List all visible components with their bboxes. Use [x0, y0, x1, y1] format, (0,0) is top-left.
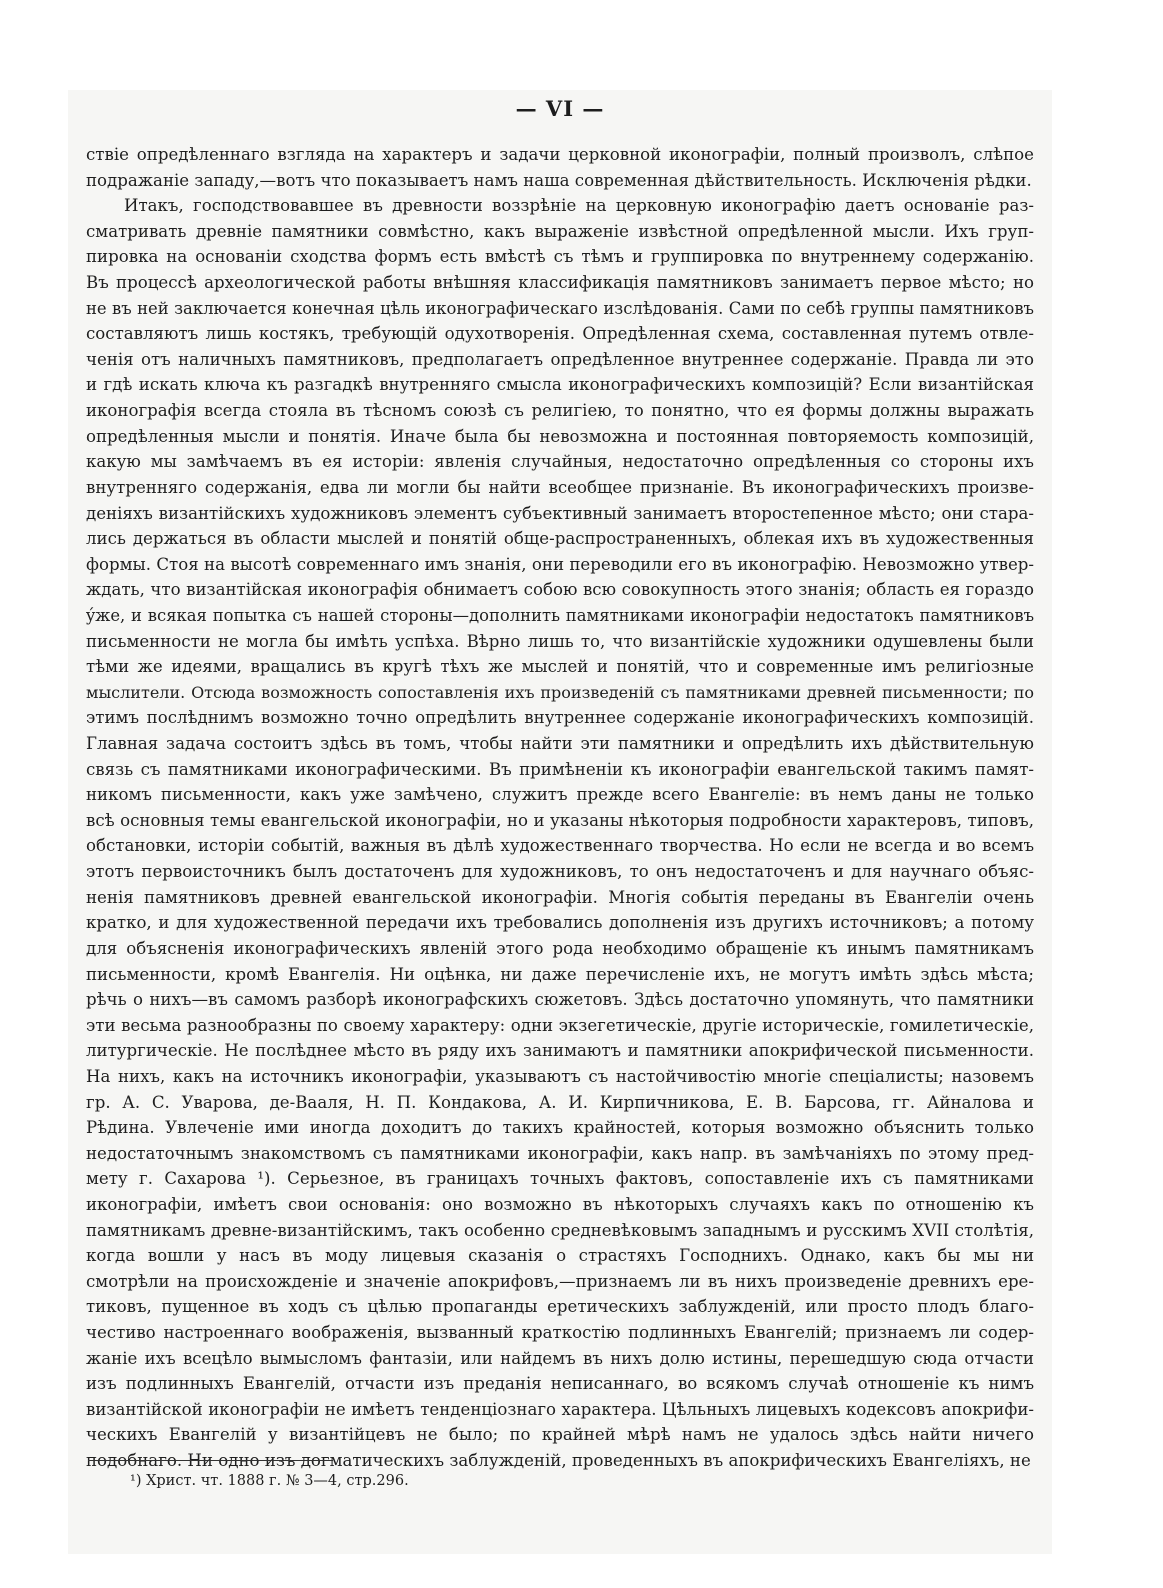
text-line: ченія отъ наличныхъ памятниковъ, предполагаетъ опредѣленное внутреннее содержаніе. Правда ли это	[86, 349, 1034, 369]
text-line: формы. Стоя на высотѣ современнаго имъ знанія, они переводили его въ иконографію. Невозможно утвер-	[86, 554, 1034, 574]
text-line: ствіе опредѣленнаго взгляда на характеръ и задачи церковной иконографіи, полный произволъ, слѣпое	[86, 145, 1034, 164]
text-line: ýже, и всякая попытка съ нашей стороны—дополнить памятниками иконографіи недостатокъ памятниковъ	[86, 605, 1034, 625]
text-line: гр. А. С. Уварова, де-Вааля, Н. П. Кондакова, А. И. Кирпичникова, Е. В. Барсова, гг. Айналова и	[86, 1092, 1034, 1112]
text-line: пировка на основаніи сходства формъ есть вмѣстѣ съ тѣмъ и группировка по внутреннему содержанію.	[86, 247, 1034, 267]
text-line: составляютъ лишь костякъ, требующій одухотворенія. Опредѣленная схема, составленная путемъ отвле-	[86, 324, 1034, 344]
text-line: тиковъ, пущенное въ ходъ съ цѣлью пропаганды еретическихъ заблужденій, или просто плодъ благо-	[86, 1297, 1034, 1317]
text-line: обстановки, исторіи событій, важныя въ дѣлѣ художественнаго творчества. Но если не всегда и во всемъ	[86, 836, 1034, 856]
text-line: ждать, что византійская иконографія обнимаетъ собою всю совокупность этого знанія; область ея гораздо	[86, 580, 1034, 600]
text-line: Итакъ, господствовавшее въ древности воззрѣніе на церковную иконографію даетъ основаніе раз-	[124, 196, 1034, 216]
text-line: внутренняго содержанія, едва ли могли бы найти всеобщее признаніе. Въ иконографическихъ произве-	[86, 477, 1034, 497]
text-line: рѣчь о нихъ—въ самомъ разборѣ иконографскихъ сюжетовъ. Здѣсь достаточно упомянуть, что памятники	[86, 990, 1034, 1010]
text-line: лись держаться въ области мыслей и понятій обще-распространенныхъ, облекая ихъ въ художественныя	[86, 529, 1034, 549]
text-line: сматривать древніе памятники совмѣстно, какъ выраженіе извѣстной опредѣленной мысли. Ихъ груп-	[86, 221, 1034, 241]
text-line: византійской иконографіи не имѣетъ тенденціознаго характера. Цѣльныхъ лицевыхъ кодексовъ апокрифи-	[86, 1399, 1034, 1419]
text-line: иконографіи, имѣетъ свои основанія: оно возможно въ нѣкоторыхъ случаяхъ какъ по отношенію къ	[86, 1194, 1034, 1214]
page-number: — VI —	[515, 96, 605, 121]
text-line: ненія памятниковъ древней евангельской иконографіи. Многія событія переданы въ Евангеліи очень	[86, 887, 1034, 907]
text-line: подобнаго. Ни одно изъ догматическихъ заблужденій, проведенныхъ въ апокрифическихъ Евангеліяхъ, не	[86, 1451, 1031, 1471]
text-line: ческихъ Евангелій у византійцевъ не было; по крайней мѣрѣ намъ не удалось здѣсь найти ничего	[86, 1425, 1034, 1445]
footnote: ¹) Христ. чт. 1888 г. № 3—4, стр.296.	[130, 1473, 409, 1489]
text-line: никомъ письменности, какъ уже замѣчено, служитъ прежде всего Евангеліе: въ немъ даны не только	[86, 785, 1034, 805]
text-line: иконографія всегда стояла въ тѣсномъ союзѣ съ религіею, то понятно, что ея формы должны выражать	[86, 401, 1034, 421]
text-line: На нихъ, какъ на источникъ иконографіи, указываютъ съ настойчивостію многіе спеціалисты; назовемъ	[86, 1066, 1034, 1086]
text-line: не въ ней заключается конечная цѣль иконографическаго изслѣдованія. Сами по себѣ группы памятниковъ	[86, 298, 1034, 318]
text-line: мету г. Сахарова ¹). Серьезное, въ границахъ точныхъ фактовъ, сопоставленіе ихъ съ памятниками	[86, 1169, 1034, 1189]
text-line: этотъ первоисточникъ былъ достаточенъ для художниковъ, то онъ недостаточенъ и для научнаго объяс-	[86, 862, 1034, 882]
text-line: жаніе ихъ всецѣло вымысломъ фантазіи, или найдемъ въ нихъ долю истины, перешедшую сюда отчасти	[86, 1348, 1034, 1368]
text-line: деніяхъ византійскихъ художниковъ элементъ субъективный занимаетъ второстепенное мѣсто; они стара-	[86, 503, 1034, 523]
text-line: Главная задача состоитъ здѣсь въ томъ, чтобы найти эти памятники и опредѣлить ихъ дѣйствительную	[86, 734, 1034, 754]
text-line: для объясненія иконографическихъ явленій этого рода необходимо обращеніе къ инымъ памятникамъ	[86, 938, 1034, 958]
scanned-page	[68, 90, 1052, 1554]
text-line: связь съ памятниками иконографическими. Въ примѣненіи къ иконографіи евангельской такимъ памят-	[86, 759, 1034, 779]
text-line: смотрѣли на происхожденіе и значеніе апокрифовъ,—признаемъ ли въ нихъ произведеніе древнихъ ере-	[86, 1271, 1034, 1291]
text-line: Рѣдина. Увлеченіе ими иногда доходитъ до такихъ крайностей, которыя возможно объяснить только	[86, 1118, 1034, 1138]
text-line: изъ подлинныхъ Евангелій, отчасти изъ преданія неписаннаго, во всякомъ случаѣ отношеніе къ нимъ	[86, 1374, 1034, 1394]
text-line: памятникамъ древне-византійскимъ, такъ особенно средневѣковымъ западнымъ и русскимъ XVII столѣтія,	[86, 1220, 1034, 1240]
text-line: честиво настроеннаго воображенія, вызванный краткостію подлинныхъ Евангелій; признаемъ ли содер-	[86, 1323, 1034, 1343]
text-line: всѣ основныя темы евангельской иконографіи, но и указаны нѣкоторыя подробности характеровъ, типовъ,	[86, 810, 1034, 830]
text-line: мыслители. Отсюда возможность сопоставленія ихъ произведеній съ памятниками древней письменности; по	[86, 682, 1034, 702]
footnote-divider	[88, 1460, 333, 1461]
text-line: опредѣленныя мысли и понятія. Иначе была бы невозможна и постоянная повторяемость композицій,	[86, 426, 1034, 446]
text-line: письменности, кромѣ Евангелія. Ни оцѣнка, ни даже перечисленіе ихъ, не могутъ имѣть здѣсь мѣста;	[86, 964, 1034, 984]
text-line: какую мы замѣчаемъ въ ея исторіи: явленія случайныя, недостаточно опредѣленныя со стороны ихъ	[86, 452, 1034, 472]
text-line: подражаніе западу,—вотъ что показываетъ намъ наша современная дѣйствительность. Исключенія рѣдки.	[86, 170, 1032, 190]
text-line: когда вошли у насъ въ моду лицевыя сказанія о страстяхъ Господнихъ. Однако, какъ бы мы ни	[86, 1246, 1034, 1266]
body-text	[86, 142, 1034, 1474]
text-line: кратко, и для художественной передачи ихъ требовались дополненія изъ другихъ источниковъ; а потому	[86, 913, 1034, 933]
text-line: этимъ послѣднимъ возможно точно опредѣлить внутреннее содержаніе иконографическихъ композицій.	[86, 708, 1034, 728]
text-line: литургическіе. Не послѣднее мѣсто въ ряду ихъ занимаютъ и памятники апокрифической письменности.	[86, 1041, 1034, 1061]
text-line: и гдѣ искать ключа къ разгадкѣ внутренняго смысла иконографическихъ композицій? Если византійская	[86, 375, 1034, 395]
text-line: недостаточнымъ знакомствомъ съ памятниками иконографіи, какъ напр. въ замѣчаніяхъ по этому пред-	[86, 1143, 1034, 1163]
text-line: Въ процессѣ археологической работы внѣшняя классификація памятниковъ занимаетъ первое мѣсто; но	[86, 273, 1034, 293]
text-line: тѣми же идеями, вращались въ кругѣ тѣхъ же мыслей и понятій, что и современные имъ религіозные	[86, 657, 1034, 677]
text-line: письменности не могла бы имѣть успѣха. Вѣрно лишь то, что византійскіе художники одушевлены были	[86, 631, 1034, 651]
text-line: эти весьма разнообразны по своему характеру: одни экзегетическіе, другіе историческіе, гомилетическіе,	[86, 1015, 1034, 1035]
